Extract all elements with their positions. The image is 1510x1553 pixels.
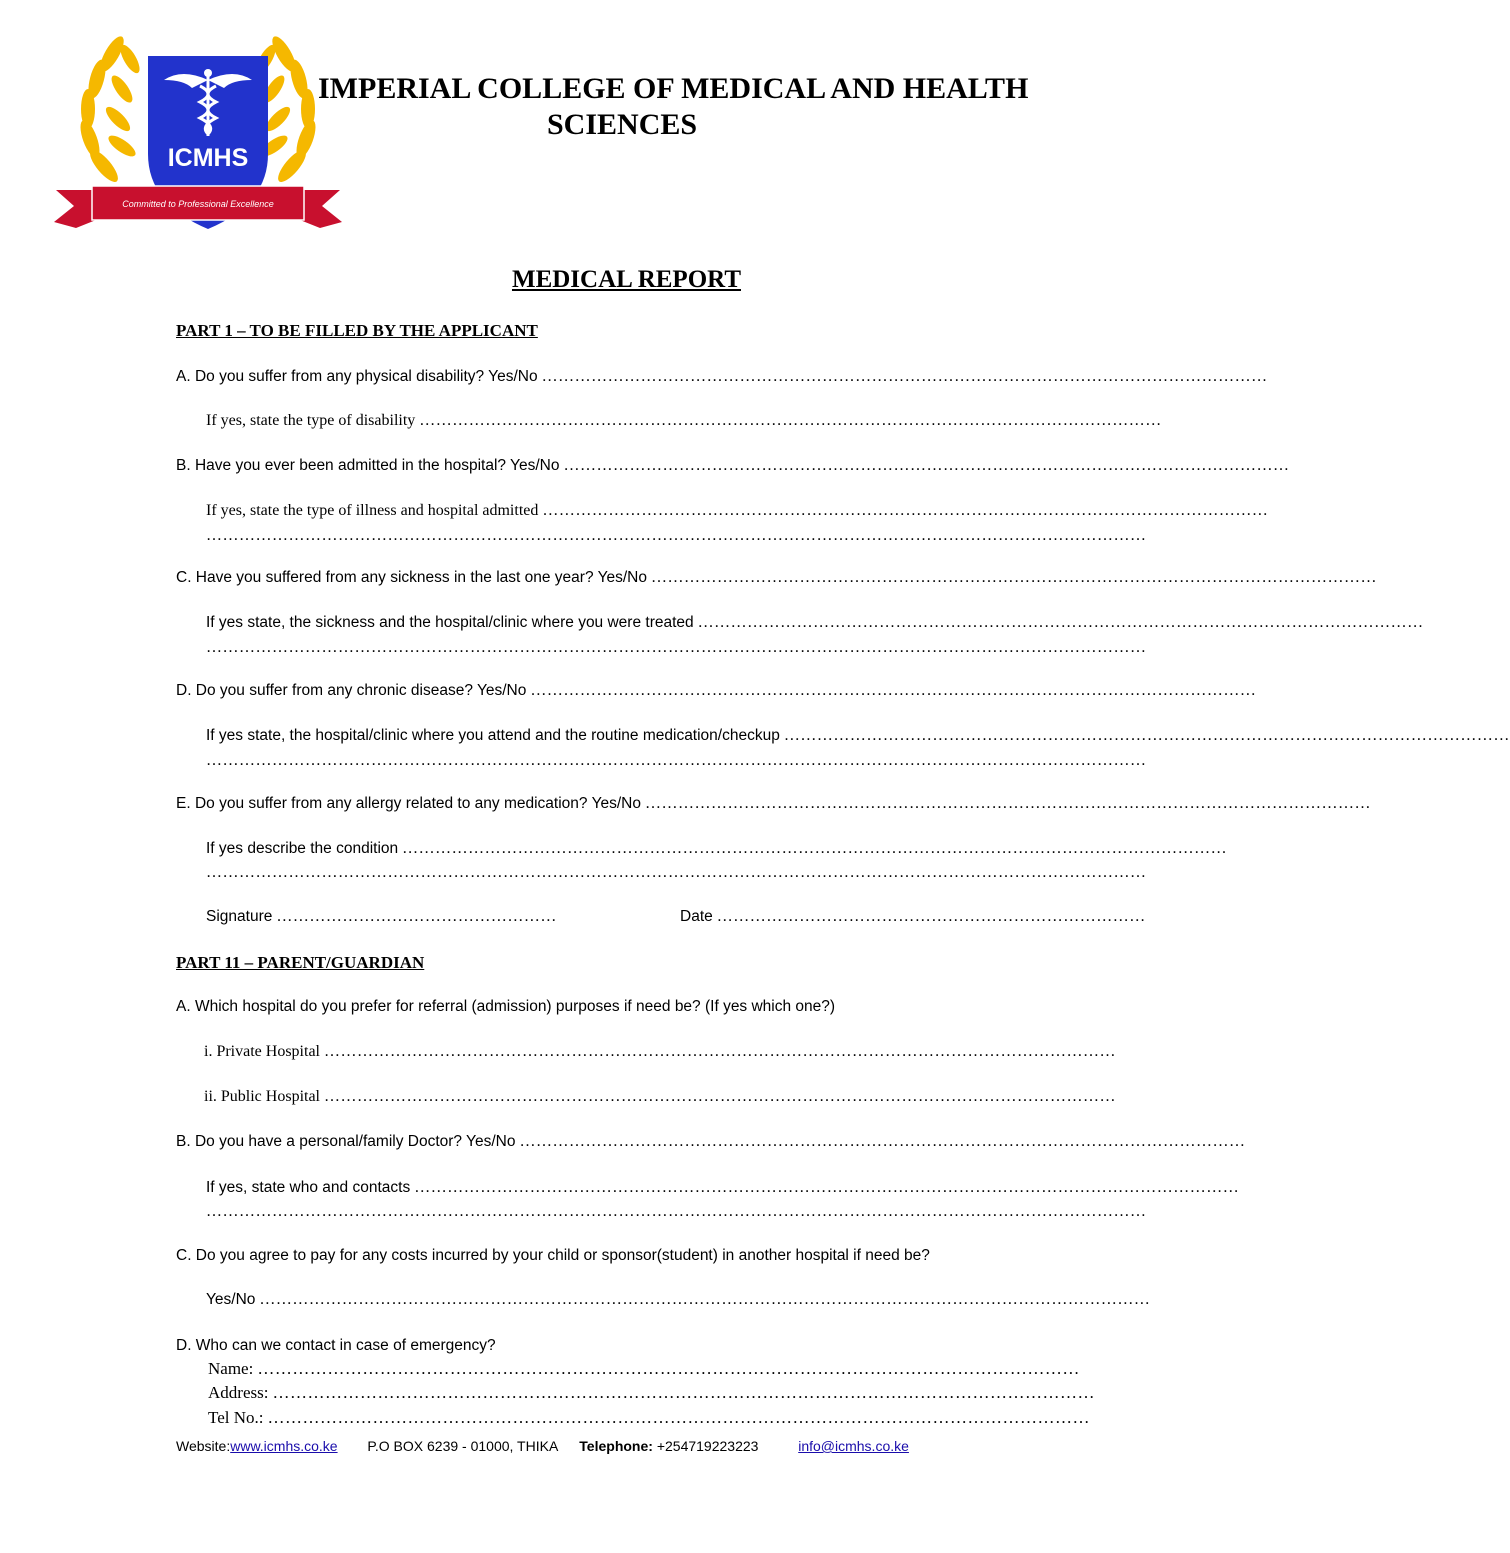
emergency-name-field[interactable]: ……………………………………………………………………………………………………………………………: [257, 1359, 1080, 1378]
question-d-followup: If yes state, the hospital/clinic where you attend and the routine medication/checkup ……………………………………………………………………………………………………………………: [206, 727, 1510, 744]
answer-line-p2b-extra[interactable]: ………………………………………………………………………………………………………………………………………………………: [206, 1203, 1147, 1220]
footer-website-link[interactable]: www.icmhs.co.ke: [230, 1438, 338, 1454]
question-e: E. Do you suffer from any allergy related to any medication? Yes/No ……………………………………………………………………………………………………………………: [176, 795, 1371, 812]
footer-telephone-label: Telephone:: [579, 1438, 653, 1454]
answer-field-a[interactable]: ……………………………………………………………………………………………………………………: [541, 368, 1268, 385]
agree-to-pay-field[interactable]: ………………………………………………………………………………………………………………………………………………: [259, 1291, 1151, 1308]
answer-line-c-extra[interactable]: ………………………………………………………………………………………………………………………………………………………: [206, 639, 1147, 656]
logo-text: ICMHS: [167, 144, 249, 172]
p2-private-hospital: i. Private Hospital ………………………………………………………………………………………………………………………………: [204, 1043, 1116, 1060]
p2-question-c-answer: Yes/No ………………………………………………………………………………………………………………………………………………: [206, 1291, 1151, 1308]
college-title-line1: IMPERIAL COLLEGE OF MEDICAL AND HEALTH: [318, 72, 1029, 105]
question-c: C. Have you suffered from any sickness in the last one year? Yes/No ……………………………………………………………………………………………………………………: [176, 569, 1377, 586]
question-a: A. Do you suffer from any physical disability? Yes/No ……………………………………………………………………………………………………………………: [176, 368, 1268, 385]
answer-line-b-extra[interactable]: ………………………………………………………………………………………………………………………………………………………: [206, 527, 1147, 544]
emergency-tel-field[interactable]: ……………………………………………………………………………………………………………………………: [267, 1408, 1090, 1427]
answer-field-c-followup[interactable]: ……………………………………………………………………………………………………………………: [697, 614, 1424, 631]
college-logo: [52, 24, 344, 244]
logo-motto: Committed to Professional Excellence: [122, 199, 274, 209]
answer-field-e[interactable]: ……………………………………………………………………………………………………………………: [644, 795, 1371, 812]
p2-question-b-followup: If yes, state who and contacts ……………………………………………………………………………………………………………………………………: [206, 1179, 1240, 1196]
emergency-name-row: Name: ……………………………………………………………………………………………………………………………: [208, 1359, 1080, 1378]
question-a-followup: If yes, state the type of disability ………………………………………………………………………………………………………………………: [206, 412, 1162, 429]
question-b-followup: If yes, state the type of illness and hospital admitted ……………………………………………………………………………………………………………………: [206, 502, 1269, 519]
footer-address: P.O BOX 6239 - 01000, THIKA: [367, 1438, 558, 1454]
footer: [176, 1438, 909, 1454]
answer-line-e-extra[interactable]: ………………………………………………………………………………………………………………………………………………………: [206, 864, 1147, 881]
answer-field-c[interactable]: ……………………………………………………………………………………………………………………: [651, 569, 1377, 586]
family-doctor-field[interactable]: ……………………………………………………………………………………………………………………: [519, 1133, 1246, 1150]
date-field[interactable]: ……………………………………………………………………: [716, 908, 1146, 925]
p2-public-hospital: ii. Public Hospital ………………………………………………………………………………………………………………………………: [204, 1088, 1116, 1105]
emergency-address-field[interactable]: ……………………………………………………………………………………………………………………………: [272, 1383, 1095, 1402]
footer-email-link[interactable]: info@icmhs.co.ke: [798, 1438, 909, 1454]
college-title-line2: SCIENCES: [547, 108, 698, 141]
p2-question-b: B. Do you have a personal/family Doctor? Yes/No ……………………………………………………………………………………………………………………: [176, 1133, 1246, 1150]
report-title: MEDICAL REPORT: [511, 266, 741, 293]
answer-field-b[interactable]: ……………………………………………………………………………………………………………………: [563, 457, 1290, 474]
question-d: D. Do you suffer from any chronic disease? Yes/No ……………………………………………………………………………………………………………………: [176, 682, 1257, 699]
p2-question-c: C. Do you agree to pay for any costs incurred by your child or sponsor(student) in another hospital if need be?: [176, 1247, 930, 1264]
answer-line-d-extra[interactable]: ………………………………………………………………………………………………………………………………………………………: [206, 752, 1147, 769]
answer-field-a-followup[interactable]: ………………………………………………………………………………………………………………………: [419, 412, 1162, 429]
emergency-address-row: Address: ……………………………………………………………………………………………………………………………: [208, 1383, 1095, 1402]
answer-field-d[interactable]: ……………………………………………………………………………………………………………………: [530, 682, 1257, 699]
part1-heading: PART 1 – TO BE FILLED BY THE APPLICANT: [176, 321, 538, 340]
date-row: Date ……………………………………………………………………: [680, 908, 1146, 925]
p2-question-a: A. Which hospital do you prefer for referral (admission) purposes if need be? (If yes which one?): [176, 998, 836, 1015]
signature-row: Signature ……………………………………………: [206, 908, 557, 925]
question-c-followup: If yes state, the sickness and the hospital/clinic where you were treated ……………………………………………………………………………………………………………………: [206, 614, 1424, 631]
footer-website-label: Website:: [176, 1438, 231, 1454]
answer-field-e-followup[interactable]: ……………………………………………………………………………………………………………………………………: [402, 840, 1228, 857]
footer-telephone: +254719223223: [656, 1438, 759, 1454]
doctor-contacts-field[interactable]: ……………………………………………………………………………………………………………………………………: [414, 1179, 1240, 1196]
p2-question-d: D. Who can we contact in case of emergency?: [176, 1337, 496, 1354]
signature-field[interactable]: ……………………………………………: [276, 908, 557, 925]
private-hospital-field[interactable]: ………………………………………………………………………………………………………………………………: [323, 1043, 1116, 1060]
answer-field-d-followup[interactable]: ……………………………………………………………………………………………………………………: [783, 727, 1510, 744]
question-b: B. Have you ever been admitted in the hospital? Yes/No ……………………………………………………………………………………………………………………: [176, 457, 1290, 474]
public-hospital-field[interactable]: ………………………………………………………………………………………………………………………………: [324, 1088, 1116, 1105]
emergency-tel-row: Tel No.: ……………………………………………………………………………………………………………………………: [208, 1408, 1090, 1427]
answer-field-b-followup[interactable]: ……………………………………………………………………………………………………………………: [542, 502, 1269, 519]
logo-emblem-icon: [52, 24, 344, 244]
part2-heading: PART 11 – PARENT/GUARDIAN: [176, 953, 425, 972]
question-e-followup: If yes describe the condition ……………………………………………………………………………………………………………………………………: [206, 840, 1228, 857]
